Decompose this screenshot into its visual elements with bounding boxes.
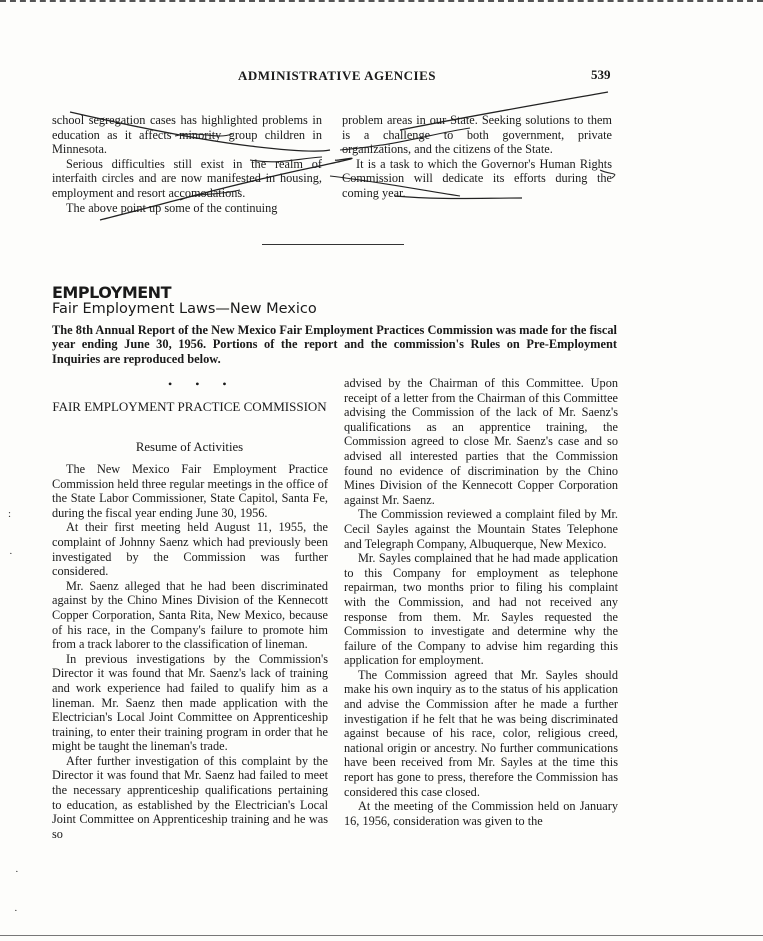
paragraph: Serious difficulties still exist in the realm of interfaith circles and are now manifested in housing, employment and resort accomodations. — [52, 156, 322, 200]
scribble-stroke — [400, 92, 608, 130]
paragraph: The Commission agreed that Mr. Sayles should make his own inquiry as to the status of his application and advise the Commission after he made a further investigation if he felt that he was being discriminated against because of his race, color, religious creed, national origin or ancestry. No further communications have been received from Mr. Sayles at the time this report has gone to press, therefore the Commission has considered this case closed. — [344, 667, 618, 799]
paragraph: In previous investigations by the Commission's Director it was found that Mr. Saenz's lack of training and work experience had failed to qualify him as a lineman. Mr. Saenz then made application with the Electrician's Local Joint Committee on Apprenticeship training, to enter their training program in order that he might be taught the lineman's trade. — [52, 651, 328, 754]
paragraph: At the meeting of the Commission held on January 16, 1956, consideration was given to the — [344, 799, 618, 828]
article-left-column — [52, 462, 328, 841]
margin-speck: : — [8, 508, 12, 520]
running-head: ADMINISTRATIVE AGENCIES — [238, 68, 436, 83]
article-subheading: Resume of Activities — [135, 440, 244, 454]
scribble-stroke — [395, 196, 522, 199]
scribble-stroke — [340, 128, 470, 150]
paragraph: Mr. Sayles complained that he had made application to this Company for employment as telephone repairman, two months prior to filing his complaint with the Commission, and had not received any response from them. Mr. Sayles requested the Commission to investigate and determine why the failure of the Company to advise him regarding this application for employment. — [344, 551, 618, 668]
article-right-column — [344, 376, 618, 828]
paragraph: The above point up some of the continuing — [66, 200, 278, 215]
paragraph: Mr. Saenz alleged that he had been discriminated against by the Chino Mines Division of the Kennecott Copper Corporation, Santa Rita, New Mexico, because of his race, in the Company's failure to promote him from a track laborer to the classification of lineman. — [52, 578, 328, 652]
margin-speck: · — [9, 548, 13, 560]
scribble-stroke — [250, 157, 322, 162]
scribble-stroke — [70, 112, 330, 151]
section-intro: The 8th Annual Report of the New Mexico Fair Employment Practices Commission was made for the fiscal year ending June 30, 1956. Portions of the report and the commission's Rules on Pre-Employment Inquiries are reproduced below. — [52, 323, 617, 366]
strikethrough-scribbles — [0, 0, 763, 260]
paragraph: advised by the Chairman of this Committee. Upon receipt of a letter from the Chairman of this Committee advising the Commission of the lack of Mr. Saenz's qualifications as an apprentice training, the Commission agreed to close Mr. Saenz's case and so advised all interested parties that the Commission found no evidence of discrimination by the Chino Mines Division of the Kennecott Copper Corporation against Mr. Saenz. — [344, 376, 618, 507]
paragraph: problem areas in our State. Seeking solutions to them is a challenge to both government, private organizations, and the citizens of the State. — [342, 113, 612, 157]
article-heading: FAIR EMPLOYMENT PRACTICE COMMISSION — [52, 399, 327, 414]
paragraph: At their first meeting held August 11, 1955, the complaint of Johnny Saenz which had previously been investigated by the Commission was further considered. — [52, 520, 328, 579]
separator: • • • — [168, 377, 237, 391]
paragraph: It is a task to which the Governor's Human Rights Commission will dedicate its efforts during the coming year. — [342, 156, 612, 200]
scribble-stroke — [600, 170, 615, 178]
section-subtitle: Fair Employment Laws—New Mexico — [52, 301, 317, 317]
page-number: 539 — [591, 67, 611, 82]
margin-speck: · — [14, 905, 18, 917]
scribble-stroke — [100, 158, 352, 220]
paragraph: After further investigation of this complaint by the Director it was found that Mr. Saenz had failed to meet the necessary apprenticeship qualifications pertaining to education, as established by the Electrician's Local Joint Committee on Apprenticeship training and he was so — [52, 753, 328, 841]
paragraph: The Commission reviewed a complaint filed by Mr. Cecil Sayles against the Mountain States Telephone and Telegraph Company, Albuquerque, New Mexico. — [344, 507, 618, 551]
paragraph: school segregation cases has highlighted problems in education as it affects minority group children in Minnesota. — [52, 113, 322, 157]
section-title: EMPLOYMENT — [52, 283, 171, 302]
paragraph: The New Mexico Fair Employment Practice Commission held three regular meetings in the office of the State Labor Commissioner, State Capitol, Santa Fe, during the fiscal year ending June 30, 1956. — [52, 462, 328, 520]
margin-speck: · — [15, 866, 19, 878]
scribble-stroke — [330, 176, 460, 196]
bottom-edge-line — [0, 935, 763, 940]
section-divider — [262, 244, 404, 245]
